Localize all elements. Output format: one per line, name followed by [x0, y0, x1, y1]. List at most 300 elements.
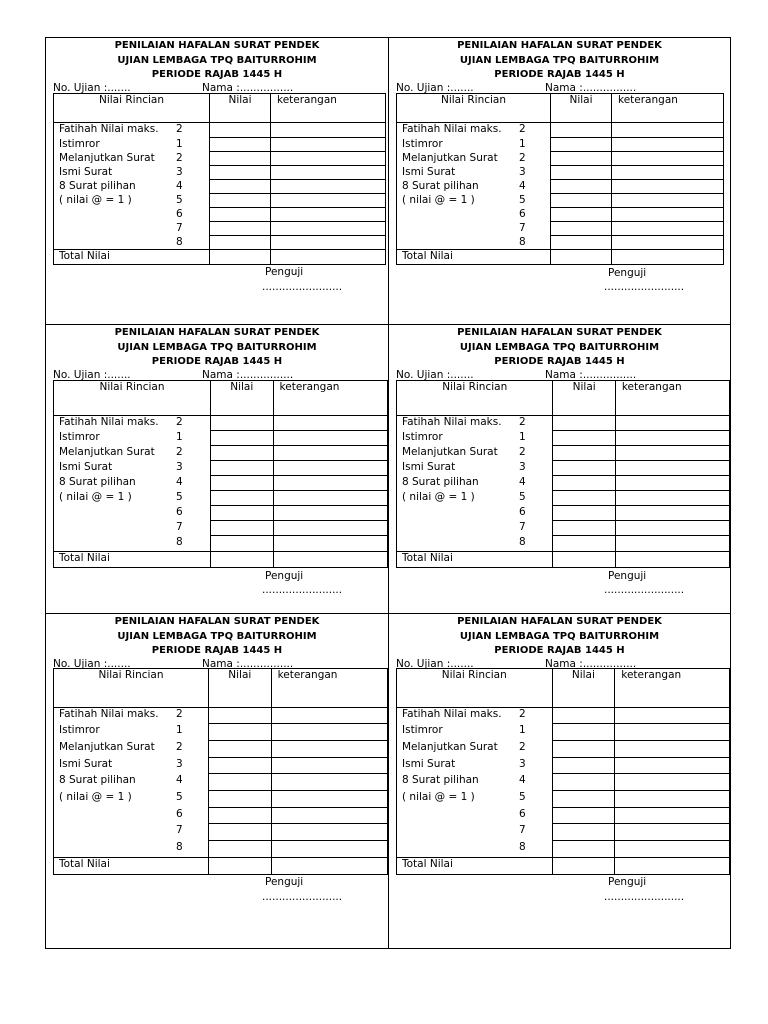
nilai-cell[interactable] — [209, 824, 272, 841]
total-nilai-cell[interactable] — [210, 552, 273, 568]
nilai-cell[interactable] — [210, 166, 271, 180]
criterion-max: 2 — [176, 445, 183, 458]
nilai-cell[interactable] — [552, 724, 615, 741]
criterion-max: 3 — [176, 757, 183, 770]
criterion-max: 2 — [519, 151, 526, 164]
table-row — [397, 180, 724, 194]
nilai-cell[interactable] — [210, 152, 271, 166]
card-title-2: UJIAN LEMBAGA TPQ BAITURROHIM — [459, 630, 660, 642]
keterangan-cell[interactable] — [615, 724, 730, 741]
criterion-label: Istimror — [59, 137, 100, 150]
nilai-cell[interactable] — [551, 123, 612, 138]
criterion-label: 8 Surat pilihan — [59, 179, 136, 192]
criterion-max: 2 — [519, 445, 526, 458]
criterion-max: 8 — [176, 840, 183, 853]
keterangan-cell[interactable] — [612, 123, 724, 138]
keterangan-cell[interactable] — [615, 536, 729, 552]
criterion-label: Fatihah Nilai maks. — [402, 123, 502, 135]
table-row — [397, 123, 724, 138]
nilai-header: Nilai — [552, 669, 615, 708]
criterion-max: 6 — [519, 807, 526, 820]
table-row — [397, 708, 730, 724]
keterangan-cell[interactable] — [271, 791, 387, 808]
keterangan-cell[interactable] — [273, 476, 387, 491]
total-keterangan-cell[interactable] — [271, 250, 386, 265]
nilai-cell[interactable] — [210, 236, 271, 250]
table-row — [54, 446, 388, 461]
table-row — [397, 236, 724, 250]
rincian-cell — [397, 824, 553, 841]
table-row — [397, 741, 730, 758]
total-row — [397, 552, 730, 568]
rincian-cell — [54, 536, 211, 552]
nilai-cell[interactable] — [552, 841, 615, 858]
criterion-max: 5 — [519, 193, 526, 206]
keterangan-cell[interactable] — [615, 808, 730, 824]
keterangan-cell[interactable] — [271, 180, 386, 194]
nilai-cell[interactable] — [210, 536, 273, 552]
criterion-label: Ismi Surat — [59, 460, 113, 473]
nilai-cell[interactable] — [210, 491, 273, 506]
table-row — [397, 222, 724, 236]
keterangan-cell[interactable] — [615, 416, 729, 431]
keterangan-cell[interactable] — [271, 841, 387, 858]
criterion-max: 6 — [176, 505, 183, 518]
penguji-signature-line[interactable]: ........................ — [262, 281, 343, 293]
no-ujian-field[interactable]: No. Ujian :....... — [53, 657, 131, 670]
criterion-max: 2 — [176, 416, 183, 428]
criterion-label: Melanjutkan Surat — [59, 740, 155, 753]
nilai-cell[interactable] — [210, 506, 273, 521]
penguji-signature-line[interactable]: ........................ — [604, 281, 685, 293]
card-title-1: PENILAIAN HAFALAN SURAT PENDEK — [457, 327, 662, 338]
nilai-cell[interactable] — [553, 446, 615, 461]
keterangan-cell[interactable] — [615, 841, 730, 858]
nilai-cell[interactable] — [553, 431, 615, 446]
nilai-cell[interactable] — [209, 758, 272, 774]
criterion-label: Istimror — [59, 430, 100, 443]
nilai-cell[interactable] — [210, 431, 273, 446]
nilai-cell[interactable] — [209, 741, 272, 758]
table-row — [397, 774, 730, 791]
total-nilai-cell[interactable] — [552, 858, 615, 875]
nilai-cell[interactable] — [552, 808, 615, 824]
nilai-cell[interactable] — [210, 194, 271, 208]
criterion-label: ( nilai @ = 1 ) — [59, 193, 132, 206]
criterion-max: 6 — [519, 505, 526, 518]
criterion-label: Ismi Surat — [402, 460, 456, 473]
criterion-max: 1 — [519, 430, 526, 443]
table-row — [54, 774, 388, 791]
table-row — [397, 536, 730, 552]
table-row — [54, 166, 386, 180]
criterion-max: 8 — [519, 235, 526, 248]
keterangan-cell[interactable] — [273, 536, 387, 552]
rincian-cell — [54, 841, 209, 858]
nilai-cell[interactable] — [210, 180, 271, 194]
table-row — [54, 476, 388, 491]
criterion-max: 2 — [519, 123, 526, 135]
rincian-header: Nilai Rincian — [397, 669, 553, 708]
no-ujian-field[interactable]: No. Ujian :....... — [396, 368, 474, 381]
table-row — [54, 741, 388, 758]
table-row — [397, 824, 730, 841]
penguji-signature-line[interactable]: ........................ — [604, 584, 685, 596]
total-nilai-cell[interactable] — [210, 250, 271, 265]
criterion-max: 4 — [176, 475, 183, 488]
nilai-header: Nilai — [210, 381, 273, 416]
nilai-cell[interactable] — [552, 824, 615, 841]
keterangan-cell[interactable] — [271, 152, 386, 166]
nilai-cell[interactable] — [210, 222, 271, 236]
criterion-label: ( nilai @ = 1 ) — [402, 193, 475, 206]
keterangan-cell[interactable] — [271, 236, 386, 250]
rincian-cell — [54, 521, 211, 536]
table-row — [397, 521, 730, 536]
total-keterangan-cell[interactable] — [612, 250, 724, 265]
rincian-cell — [54, 741, 209, 758]
nilai-cell[interactable] — [551, 208, 612, 222]
rincian-cell — [54, 416, 211, 431]
criterion-max: 7 — [176, 823, 183, 836]
criterion-max: 1 — [176, 137, 183, 150]
criterion-label: Melanjutkan Surat — [59, 445, 155, 458]
total-nilai-cell[interactable] — [551, 250, 612, 265]
rincian-cell — [54, 152, 210, 166]
criterion-max: 5 — [176, 490, 183, 503]
keterangan-cell[interactable] — [612, 236, 724, 250]
rincian-cell — [54, 708, 209, 724]
total-keterangan-cell[interactable] — [615, 858, 730, 875]
rincian-cell — [397, 521, 553, 536]
keterangan-cell[interactable] — [615, 824, 730, 841]
keterangan-cell[interactable] — [615, 758, 730, 774]
keterangan-cell[interactable] — [271, 758, 387, 774]
nilai-cell[interactable] — [553, 506, 615, 521]
nilai-cell[interactable] — [551, 180, 612, 194]
nilai-cell[interactable] — [553, 416, 615, 431]
keterangan-cell[interactable] — [615, 476, 729, 491]
nilai-header: Nilai — [553, 381, 615, 416]
keterangan-cell[interactable] — [271, 166, 386, 180]
rincian-cell — [397, 138, 551, 152]
keterangan-cell[interactable] — [271, 808, 387, 824]
table-row — [54, 841, 388, 858]
score-table — [396, 668, 730, 875]
no-ujian-field[interactable]: No. Ujian :....... — [53, 368, 131, 381]
keterangan-cell[interactable] — [273, 446, 387, 461]
table-row — [54, 758, 388, 774]
rincian-cell — [397, 724, 553, 741]
keterangan-cell[interactable] — [615, 741, 730, 758]
rincian-cell — [397, 758, 553, 774]
keterangan-cell[interactable] — [273, 491, 387, 506]
no-ujian-field[interactable]: No. Ujian :....... — [396, 657, 474, 670]
rincian-cell — [397, 222, 551, 236]
keterangan-cell[interactable] — [615, 461, 729, 476]
total-label: Total Nilai — [397, 858, 553, 875]
table-header-row — [54, 381, 388, 416]
card-title-1: PENILAIAN HAFALAN SURAT PENDEK — [457, 40, 662, 51]
table-header-row — [397, 669, 730, 708]
criterion-max: 4 — [176, 773, 183, 786]
keterangan-cell[interactable] — [615, 708, 730, 724]
rincian-cell — [54, 774, 209, 791]
table-row — [397, 446, 730, 461]
nilai-cell[interactable] — [210, 476, 273, 491]
nilai-cell[interactable] — [553, 461, 615, 476]
penguji-label: Penguji — [265, 266, 304, 278]
table-row — [397, 461, 730, 476]
nilai-cell[interactable] — [552, 741, 615, 758]
keterangan-cell[interactable] — [271, 222, 386, 236]
nama-field[interactable]: Nama :................ — [202, 81, 294, 94]
table-row — [397, 841, 730, 858]
keterangan-cell[interactable] — [612, 194, 724, 208]
table-row — [54, 708, 388, 724]
total-label: Total Nilai — [54, 858, 209, 875]
nama-field[interactable]: Nama :................ — [202, 368, 294, 381]
criterion-max: 8 — [519, 840, 526, 853]
keterangan-cell[interactable] — [612, 166, 724, 180]
nilai-cell[interactable] — [209, 791, 272, 808]
nilai-cell[interactable] — [209, 841, 272, 858]
criterion-label: Ismi Surat — [59, 757, 113, 770]
nilai-cell[interactable] — [552, 708, 615, 724]
card-title-3: PERIODE RAJAB 1445 H — [494, 69, 625, 80]
rincian-cell — [54, 208, 210, 222]
criterion-max: 5 — [176, 790, 183, 803]
criterion-label: ( nilai @ = 1 ) — [59, 490, 132, 503]
nilai-cell[interactable] — [210, 446, 273, 461]
criterion-label: Istimror — [402, 430, 443, 443]
table-row — [54, 194, 386, 208]
nilai-cell[interactable] — [210, 416, 273, 431]
total-keterangan-cell[interactable] — [273, 552, 387, 568]
keterangan-cell[interactable] — [615, 491, 729, 506]
keterangan-cell[interactable] — [612, 208, 724, 222]
no-ujian-field[interactable]: No. Ujian :....... — [396, 81, 474, 94]
nilai-cell[interactable] — [552, 791, 615, 808]
rincian-cell — [397, 774, 553, 791]
nilai-cell[interactable] — [210, 521, 273, 536]
keterangan-cell[interactable] — [615, 791, 730, 808]
rincian-cell — [397, 808, 553, 824]
keterangan-cell[interactable] — [612, 138, 724, 152]
nama-field[interactable]: Nama :................ — [545, 81, 637, 94]
rincian-cell — [397, 741, 553, 758]
score-table — [396, 380, 730, 568]
criterion-label: Fatihah Nilai maks. — [59, 708, 159, 720]
keterangan-cell[interactable] — [615, 506, 729, 521]
card-title-3: PERIODE RAJAB 1445 H — [151, 69, 283, 80]
criterion-label: Fatihah Nilai maks. — [402, 416, 502, 428]
nilai-cell[interactable] — [552, 758, 615, 774]
card-title-2: UJIAN LEMBAGA TPQ BAITURROHIM — [117, 341, 317, 353]
table-row — [397, 194, 724, 208]
nilai-cell[interactable] — [210, 138, 271, 152]
total-row — [397, 250, 724, 265]
criterion-max: 3 — [519, 757, 526, 770]
nilai-cell[interactable] — [551, 194, 612, 208]
keterangan-cell[interactable] — [271, 708, 387, 724]
rincian-cell — [397, 431, 553, 446]
rincian-cell — [397, 476, 553, 491]
keterangan-cell[interactable] — [271, 741, 387, 758]
score-table — [396, 93, 724, 265]
nilai-cell[interactable] — [553, 476, 615, 491]
criterion-max: 7 — [519, 823, 526, 836]
score-card-5 — [46, 614, 389, 948]
criterion-max: 2 — [519, 416, 526, 428]
criterion-max: 7 — [176, 221, 183, 234]
keterangan-cell[interactable] — [271, 208, 386, 222]
nilai-cell[interactable] — [551, 222, 612, 236]
keterangan-cell[interactable] — [271, 123, 386, 138]
rincian-header: Nilai Rincian — [397, 381, 553, 416]
nilai-cell[interactable] — [553, 491, 615, 506]
rincian-header: Nilai Rincian — [54, 669, 209, 708]
table-row — [54, 222, 386, 236]
keterangan-cell[interactable] — [273, 431, 387, 446]
table-row — [397, 431, 730, 446]
nilai-cell[interactable] — [210, 123, 271, 138]
nilai-cell[interactable] — [553, 536, 615, 552]
criterion-max: 3 — [519, 165, 526, 178]
total-label: Total Nilai — [397, 250, 551, 265]
penguji-signature-line[interactable]: ........................ — [604, 891, 685, 903]
total-row — [397, 858, 730, 875]
nilai-cell[interactable] — [552, 774, 615, 791]
keterangan-cell[interactable] — [615, 774, 730, 791]
keterangan-header: keterangan — [615, 669, 730, 708]
keterangan-cell[interactable] — [273, 521, 387, 536]
criterion-label: Istimror — [59, 723, 100, 736]
card-title-3: PERIODE RAJAB 1445 H — [494, 645, 625, 656]
nilai-cell[interactable] — [210, 208, 271, 222]
keterangan-cell[interactable] — [615, 521, 729, 536]
total-keterangan-cell[interactable] — [615, 552, 729, 568]
keterangan-cell[interactable] — [271, 774, 387, 791]
rincian-cell — [54, 824, 209, 841]
criterion-max: 5 — [519, 490, 526, 503]
criterion-max: 4 — [519, 179, 526, 192]
criterion-label: Ismi Surat — [402, 757, 456, 770]
rincian-cell — [54, 506, 211, 521]
penguji-signature-line[interactable]: ........................ — [262, 891, 343, 903]
table-header-row — [397, 94, 724, 123]
rincian-cell — [54, 194, 210, 208]
keterangan-cell[interactable] — [273, 461, 387, 476]
keterangan-cell[interactable] — [271, 724, 387, 741]
table-row — [54, 824, 388, 841]
criterion-max: 3 — [519, 460, 526, 473]
keterangan-cell[interactable] — [615, 431, 729, 446]
rincian-header: Nilai Rincian — [54, 381, 211, 416]
rincian-cell — [54, 476, 211, 491]
table-row — [54, 152, 386, 166]
penguji-label: Penguji — [265, 876, 304, 888]
rincian-cell — [397, 446, 553, 461]
keterangan-cell[interactable] — [612, 180, 724, 194]
nama-field[interactable]: Nama :................ — [545, 368, 637, 381]
no-ujian-field[interactable]: No. Ujian :....... — [53, 81, 131, 94]
table-row — [397, 491, 730, 506]
nilai-cell[interactable] — [209, 774, 272, 791]
criterion-max: 6 — [176, 807, 183, 820]
criterion-label: 8 Surat pilihan — [402, 475, 479, 488]
penguji-signature-line[interactable]: ........................ — [262, 584, 343, 596]
rincian-cell — [54, 446, 211, 461]
rincian-cell — [397, 491, 553, 506]
nama-field[interactable]: Nama :................ — [545, 657, 637, 670]
keterangan-cell[interactable] — [615, 446, 729, 461]
criterion-label: Melanjutkan Surat — [402, 740, 498, 753]
keterangan-cell[interactable] — [612, 152, 724, 166]
rincian-cell — [54, 222, 210, 236]
rincian-cell — [397, 236, 551, 250]
total-nilai-cell[interactable] — [553, 552, 615, 568]
keterangan-cell[interactable] — [273, 416, 387, 431]
table-row — [54, 491, 388, 506]
rincian-cell — [397, 791, 553, 808]
keterangan-header: keterangan — [615, 381, 729, 416]
criterion-max: 2 — [519, 740, 526, 753]
nilai-cell[interactable] — [553, 521, 615, 536]
criterion-label: 8 Surat pilihan — [402, 773, 479, 786]
keterangan-header: keterangan — [271, 669, 387, 708]
keterangan-header: keterangan — [271, 94, 386, 123]
nilai-cell[interactable] — [551, 166, 612, 180]
criterion-max: 2 — [176, 123, 183, 135]
table-row — [397, 208, 724, 222]
table-row — [54, 536, 388, 552]
rincian-cell — [397, 152, 551, 166]
rincian-cell — [54, 431, 211, 446]
table-row — [54, 724, 388, 741]
table-row — [397, 416, 730, 431]
total-keterangan-cell[interactable] — [271, 858, 387, 875]
criterion-max: 8 — [176, 235, 183, 248]
keterangan-cell[interactable] — [271, 824, 387, 841]
card-title-2: UJIAN LEMBAGA TPQ BAITURROHIM — [459, 341, 660, 353]
keterangan-cell[interactable] — [612, 222, 724, 236]
rincian-cell — [397, 194, 551, 208]
nilai-cell[interactable] — [551, 236, 612, 250]
criterion-max: 7 — [176, 520, 183, 533]
score-table — [53, 668, 388, 875]
nilai-cell[interactable] — [209, 708, 272, 724]
nilai-cell[interactable] — [210, 461, 273, 476]
nilai-cell[interactable] — [551, 152, 612, 166]
rincian-cell — [397, 123, 551, 138]
keterangan-cell[interactable] — [271, 138, 386, 152]
keterangan-cell[interactable] — [273, 506, 387, 521]
total-nilai-cell[interactable] — [209, 858, 272, 875]
criterion-max: 2 — [176, 740, 183, 753]
nilai-header: Nilai — [209, 669, 272, 708]
card-title-3: PERIODE RAJAB 1445 H — [494, 356, 625, 367]
nilai-cell[interactable] — [209, 808, 272, 824]
keterangan-cell[interactable] — [271, 194, 386, 208]
criterion-max: 8 — [519, 535, 526, 548]
nilai-cell[interactable] — [551, 138, 612, 152]
rincian-cell — [397, 506, 553, 521]
nama-field[interactable]: Nama :................ — [202, 657, 294, 670]
nilai-cell[interactable] — [209, 724, 272, 741]
nilai-header: Nilai — [210, 94, 271, 123]
rincian-cell — [397, 208, 551, 222]
